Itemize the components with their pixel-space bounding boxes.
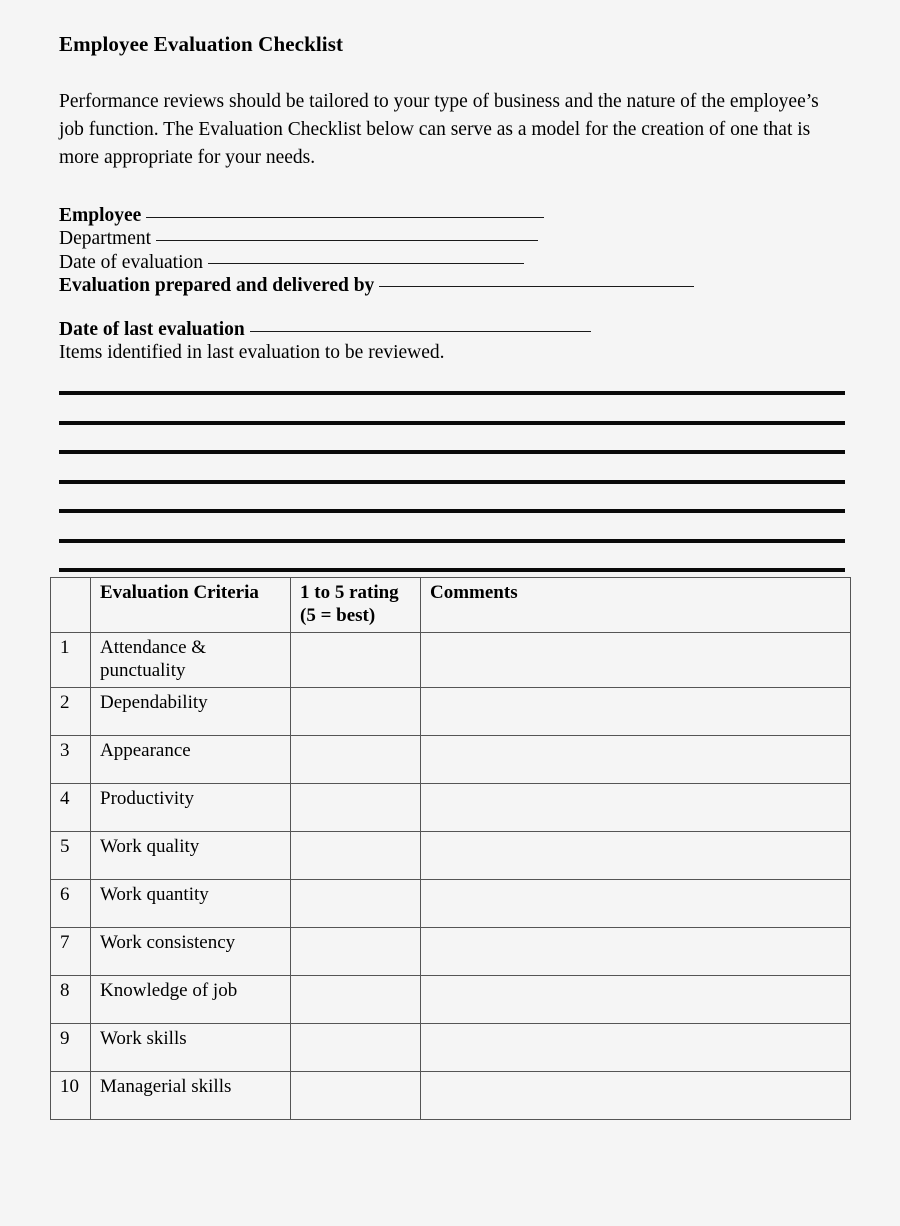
row-number: 9 bbox=[51, 1023, 91, 1071]
field-rule-employee[interactable] bbox=[146, 205, 544, 218]
ruled-line[interactable] bbox=[59, 480, 845, 484]
column-header-rating bbox=[291, 578, 421, 633]
table-row bbox=[51, 927, 851, 975]
field-label-department: Department bbox=[59, 228, 152, 250]
row-comments-input[interactable] bbox=[421, 975, 851, 1023]
row-comments-input[interactable] bbox=[421, 632, 851, 687]
row-comments-input[interactable] bbox=[421, 927, 851, 975]
table-header bbox=[51, 578, 851, 633]
row-rating-input[interactable] bbox=[291, 687, 421, 735]
field-label-prepared-by: Evaluation prepared and delivered by bbox=[59, 274, 375, 296]
row-number: 7 bbox=[51, 927, 91, 975]
row-rating-input[interactable] bbox=[291, 783, 421, 831]
blank-ruled-lines bbox=[59, 391, 845, 572]
row-criteria: Dependability bbox=[91, 687, 291, 735]
table-row bbox=[51, 735, 851, 783]
table-header-row bbox=[51, 578, 851, 633]
row-comments-input[interactable] bbox=[421, 1071, 851, 1119]
row-rating-input[interactable] bbox=[291, 927, 421, 975]
row-number: 4 bbox=[51, 783, 91, 831]
ruled-line[interactable] bbox=[59, 568, 845, 572]
row-criteria: Appearance bbox=[91, 735, 291, 783]
row-rating-input[interactable] bbox=[291, 1023, 421, 1071]
field-row-department bbox=[59, 227, 845, 250]
column-header-comments: Comments bbox=[421, 578, 851, 633]
field-label-date-of-evaluation: Date of evaluation bbox=[59, 251, 204, 273]
intro-paragraph: Performance reviews should be tailored to your type of business and the nature of the employee’s job function. The Evaluation Checklist below can serve as a model for the creation of one that is more appropriate for your needs. bbox=[59, 91, 819, 168]
ruled-line[interactable] bbox=[59, 391, 845, 395]
row-comments-input[interactable] bbox=[421, 831, 851, 879]
column-header-criteria: Evaluation Criteria bbox=[91, 578, 291, 633]
field-label-employee: Employee bbox=[59, 205, 142, 227]
row-criteria: Work quality bbox=[91, 831, 291, 879]
row-number: 10 bbox=[51, 1071, 91, 1119]
row-number: 5 bbox=[51, 831, 91, 879]
ruled-line[interactable] bbox=[59, 450, 845, 454]
field-row-prepared-by bbox=[59, 274, 845, 297]
row-comments-input[interactable] bbox=[421, 1023, 851, 1071]
field-rule-prepared-by[interactable] bbox=[379, 274, 694, 287]
row-rating-input[interactable] bbox=[291, 831, 421, 879]
field-label-date-of-last-evaluation: Date of last evaluation bbox=[59, 319, 245, 341]
field-row-date-of-last-evaluation bbox=[59, 318, 845, 341]
row-number: 6 bbox=[51, 879, 91, 927]
table-row bbox=[51, 1023, 851, 1071]
row-criteria: Knowledge of job bbox=[91, 975, 291, 1023]
evaluation-criteria-table bbox=[50, 577, 851, 1120]
document-content bbox=[59, 32, 845, 572]
row-criteria: Work skills bbox=[91, 1023, 291, 1071]
row-rating-input[interactable] bbox=[291, 735, 421, 783]
ruled-line[interactable] bbox=[59, 539, 845, 543]
column-header-rating-line2: (5 = best) bbox=[300, 604, 376, 626]
last-evaluation-note: Items identified in last evaluation to be reviewed. bbox=[59, 342, 445, 364]
field-rule-date-of-last-evaluation[interactable] bbox=[250, 318, 591, 331]
row-number: 3 bbox=[51, 735, 91, 783]
field-row-employee bbox=[59, 204, 845, 227]
field-rule-department[interactable] bbox=[156, 228, 538, 241]
row-rating-input[interactable] bbox=[291, 1071, 421, 1119]
field-rule-date-of-evaluation[interactable] bbox=[208, 251, 524, 264]
evaluation-table-container bbox=[50, 577, 850, 1120]
employee-info-fields bbox=[59, 204, 845, 297]
row-comments-input[interactable] bbox=[421, 735, 851, 783]
row-criteria: Managerial skills bbox=[91, 1071, 291, 1119]
ruled-line[interactable] bbox=[59, 421, 845, 425]
spacer bbox=[59, 297, 845, 318]
field-row-date-of-evaluation bbox=[59, 251, 845, 274]
page-title: Employee Evaluation Checklist bbox=[59, 32, 344, 56]
row-number: 1 bbox=[51, 632, 91, 687]
table-row bbox=[51, 1071, 851, 1119]
table-row bbox=[51, 975, 851, 1023]
row-number: 2 bbox=[51, 687, 91, 735]
column-header-number bbox=[51, 578, 91, 633]
row-rating-input[interactable] bbox=[291, 879, 421, 927]
last-evaluation-section bbox=[59, 318, 845, 365]
table-row bbox=[51, 879, 851, 927]
column-header-rating-line1: 1 to 5 rating bbox=[300, 582, 399, 603]
table-row bbox=[51, 831, 851, 879]
table-row bbox=[51, 687, 851, 735]
ruled-line[interactable] bbox=[59, 509, 845, 513]
row-rating-input[interactable] bbox=[291, 975, 421, 1023]
row-criteria: Work quantity bbox=[91, 879, 291, 927]
row-comments-input[interactable] bbox=[421, 879, 851, 927]
row-criteria: Attendance & punctuality bbox=[91, 632, 291, 687]
row-number: 8 bbox=[51, 975, 91, 1023]
table-row bbox=[51, 632, 851, 687]
row-criteria: Work consistency bbox=[91, 927, 291, 975]
row-comments-input[interactable] bbox=[421, 783, 851, 831]
row-criteria: Productivity bbox=[91, 783, 291, 831]
row-comments-input[interactable] bbox=[421, 687, 851, 735]
table-body bbox=[51, 632, 851, 1119]
row-rating-input[interactable] bbox=[291, 632, 421, 687]
table-row bbox=[51, 783, 851, 831]
